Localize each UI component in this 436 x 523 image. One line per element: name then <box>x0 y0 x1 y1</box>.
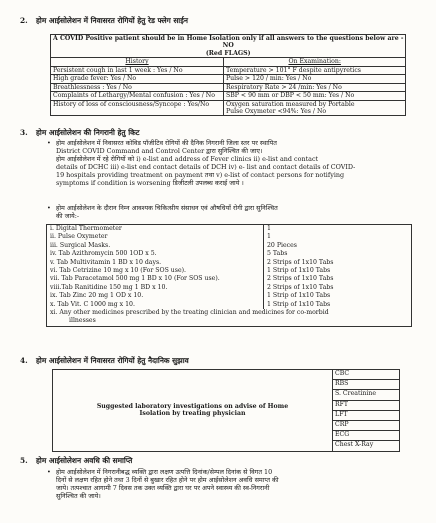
table-row: iii. Surgical Masks. 20 Pieces <box>47 242 412 250</box>
section-2-title: होम आईसोलेशन में निवासरत रोगियों हेतु रेड फ्लेग साईन <box>36 16 188 25</box>
bullet-icon: • <box>47 204 51 212</box>
red-flags-table <box>50 34 406 116</box>
lab-test: CRP <box>332 420 399 430</box>
table-row: vi. Tab Cetrizine 10 mg x 10 (For SOS use). 1 Strip of 1x10 Tabs <box>47 267 412 275</box>
table-row: iv. Tab Azithromycin 500 1OD x 5. 5 Tabs <box>47 250 412 258</box>
section-5-heading: 5. होम आईसोलेशन अवधि की समाप्ति <box>20 456 133 465</box>
section-4-title: होम आईसोलेशन में निवासरत रोगियों हेतु नैदानिक सुझाव <box>36 356 189 365</box>
bullet-icon: • <box>47 468 51 476</box>
monitoring-bullet-1: • होम आईसोलेशन में निवासरत कोविड पॉजीटिव रोगियों की दैनिक निगरानी जिला स्तर पर स्थापित District COVID Command and Control Center द्वारा सुनिश्चित की जाए। होम आईसोलेशन में रहे रोगियों को i) e-list and address of Fever clinics ii) e-list and contact details of DCHC iii) e-list end contact details of DCH iv) e- list and contact details of COVID- 19 hospitals providing treatment on payment तथा v) e-list of contact persons for notifying symptoms if condition is worsening डिजीटली उपलब्ध कराई जाये । <box>47 139 356 187</box>
red-flags-caption: A COVID Positive patient should be in Home Isolation only if all answers to the questions below are - NO (Red FLAGS) <box>51 35 406 58</box>
monitoring-bullet-2: • होम आईसोलेशन के दौरान निम्न आवश्यक चिकित्सीय संसाधन एवं औषधियाँ रोगी द्वारा सुनिश्चित की जाये:- <box>47 204 278 220</box>
table-row: v. Tab Multivitamin 1 BD x 10 days. 2 Strips of 1x10 Tabs <box>47 259 412 267</box>
table-row: Persistent cough in last 1 week : Yes / No Temperature > 101° F despite antipyretics <box>51 66 406 74</box>
section-3-title: होम आईसोलेशन की निगरानी हेतु किट <box>36 128 140 137</box>
section-5-title: होम आईसोलेशन अवधि की समाप्ति <box>36 456 133 465</box>
lab-test: RFT <box>332 400 399 410</box>
lab-test: Chest X-Ray <box>332 441 399 451</box>
table-row: xi. Any other medicines prescribed by the treating clinician and medicines for co-morbid <box>47 309 412 317</box>
exam-header: On Examination: <box>224 58 406 66</box>
kit-table <box>46 224 412 327</box>
table-row: Breathlessness : Yes / No Respiratory Rate > 24 /min: Yes / No <box>51 83 406 91</box>
table-row: Complaints of Lethargy/Mental confusion : Yes / No SBP < 90 mm or DBP < 50 mm: Yes / No <box>51 92 406 100</box>
lab-test: RBS <box>332 380 399 390</box>
section-3-heading: 3. होम आईसोलेशन की निगरानी हेतु किट <box>20 128 140 137</box>
table-row: ix. Tab Zinc 20 mg 1 OD x 10. 1 Strip of 1x10 Tabs <box>47 292 412 300</box>
table-row: x. Tab Vit. C 1000 mg x 10. 1 Strip of 1x10 Tabs <box>47 301 412 309</box>
table-row: illnesses <box>47 317 412 326</box>
lab-test: ECG <box>332 431 399 441</box>
table-row: History of loss of consciousness/Syncope : Yes/No Oxygen saturation measured by Portable Pulse Oxymeter <94%: Yes / No <box>51 100 406 116</box>
table-row: i. Digital Thermometer 1 <box>47 225 412 234</box>
bullet-icon: • <box>47 139 51 147</box>
history-header: History <box>51 58 224 66</box>
section-2-heading: 2. होम आईसोलेशन में निवासरत रोगियों हेतु रेड फ्लेग साईन <box>20 16 188 25</box>
lab-test: CBC <box>332 370 399 380</box>
section-4-heading: 4. होम आईसोलेशन में निवासरत रोगियों हेतु नैदानिक सुझाव <box>20 356 189 365</box>
lab-test: LFT <box>332 410 399 420</box>
lab-label: Suggested laboratory investigations on advise of Home Isolation by treating physician <box>53 370 333 452</box>
table-row: High grade fever: Yes / No Pulse > 120 / min: Yes / No <box>51 75 406 83</box>
table-row: ii. Pulse Oxymeter 1 <box>47 233 412 241</box>
lab-test: S. Creatinine <box>332 390 399 400</box>
end-isolation-paragraph: • होम आईसोलेशन में निगरानीबद्ध व्यक्ति द्वारा लक्षण उत्पत्ति दिनांक/सेम्पल दिनांक से विगत 10 दिनों से लक्षण रहित होने तथा 3 दिनों से बुखार रहित होने पर होम आईसोलेशन अवधि समाप्त की जाये। तत्पश्चात आगामी 7 दिवस तक उक्त व्यक्ति द्वारा घर पर अपने स्वास्थ्य की स्व-निगरानी सुनिश्चित की जाये। <box>47 468 279 500</box>
table-row: viii.Tab Ranitidine 150 mg 1 BD x 10. 2 Strips of 1x10 Tabs <box>47 284 412 292</box>
lab-investigations-table <box>52 369 400 452</box>
table-row: vii. Tab Paracetamol 500 mg 1 BD x 10 (For SOS use). 2 Strips of 1x10 Tabs <box>47 275 412 283</box>
